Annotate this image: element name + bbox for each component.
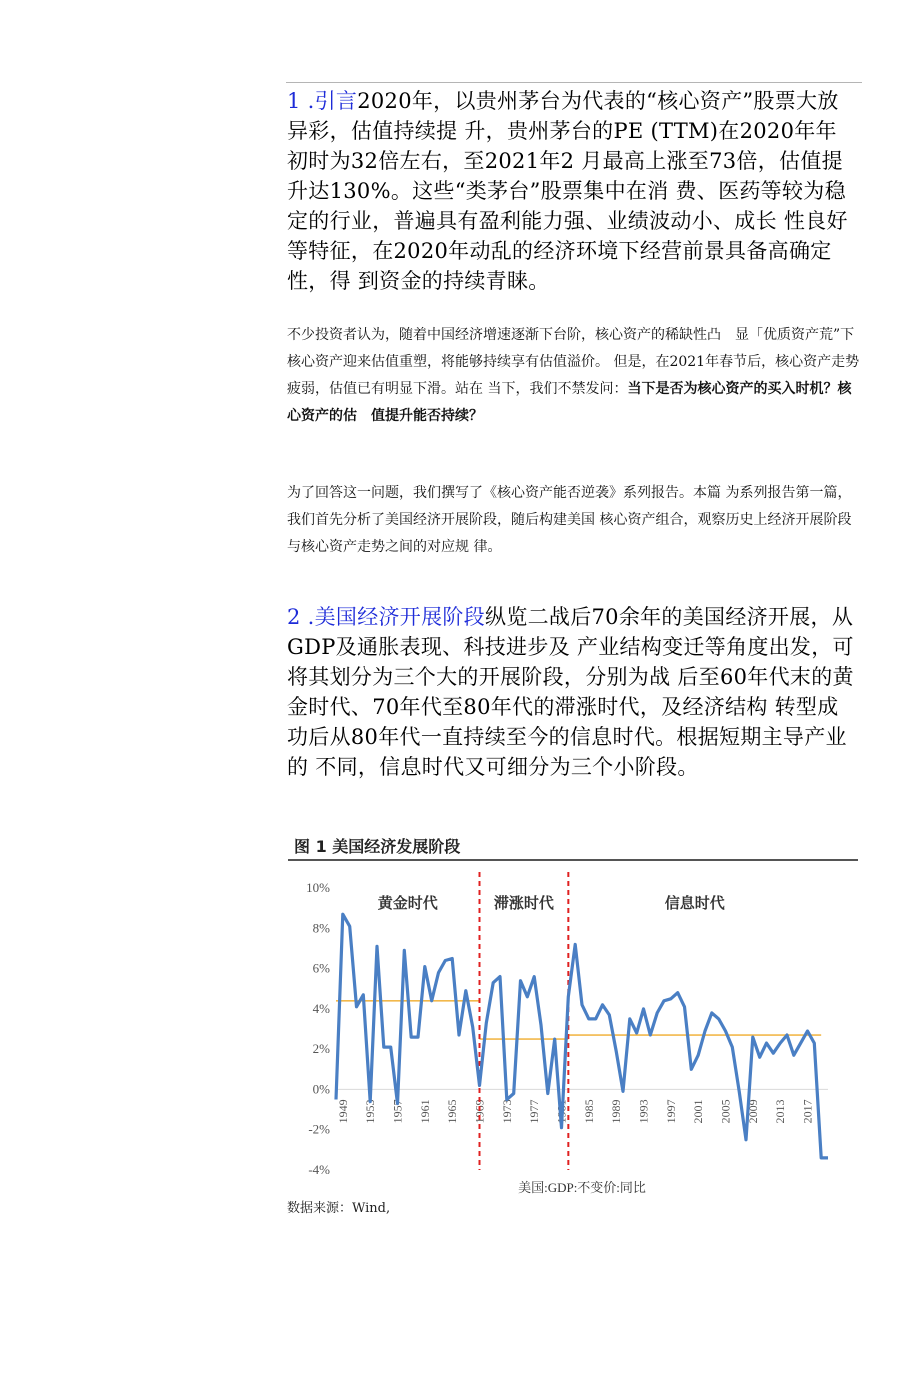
section-us-economy xyxy=(287,602,857,782)
x-tick-label: 1953 xyxy=(363,1099,378,1124)
top-divider xyxy=(286,82,862,83)
x-tick-label: 1989 xyxy=(609,1099,624,1124)
x-tick-label: 2009 xyxy=(745,1099,760,1124)
x-tick-label: 1957 xyxy=(390,1099,405,1124)
section-us-economy-body: 纵览二战后70余年的美国经济开展，从GDP及通胀表现、科技进步及 产业结构变迁等角度出发，可将其划分为三个大的开展阶段，分别为战 后至60年代末的黄金时代、70年代至80年代的滞涨时代，及经济结构 转型成功后从80年代一直持续至今的信息时代。根据短期主导产业的 不同，信息时代又可细分为三个小阶段。 xyxy=(287,605,854,779)
y-tick-label: 10% xyxy=(306,880,330,895)
y-tick-label: 8% xyxy=(312,920,330,936)
y-tick-label: 2% xyxy=(312,1041,330,1057)
x-tick-label: 1973 xyxy=(499,1099,514,1124)
era-label: 滞涨时代 xyxy=(493,894,554,912)
paragraph-investors-question: 当下是否为核心资产的买入时机？核心资产的估 值提升能否持续？ xyxy=(287,381,852,424)
x-tick-label: 1977 xyxy=(527,1099,542,1124)
x-tick-label: 2005 xyxy=(718,1099,733,1124)
x-tick-label: 1961 xyxy=(417,1099,432,1124)
x-tick-label: 1985 xyxy=(581,1099,596,1124)
x-tick-label: 2001 xyxy=(691,1099,706,1124)
figure-title-rule xyxy=(288,859,858,861)
x-axis-label: 美国:GDP:不变价:同比 xyxy=(518,1180,646,1195)
era-label: 信息时代 xyxy=(664,894,725,912)
y-tick-label: 6% xyxy=(312,960,330,976)
x-tick-label: 1969 xyxy=(472,1099,487,1124)
y-tick-label: -4% xyxy=(308,1162,330,1177)
section-intro xyxy=(287,86,857,296)
section-intro-body: 2020年，以贵州茅台为代表的“核心资产”股票大放异彩，估值持续提 升，贵州茅台的PE (TTM)在2020年年初时为32倍左右，至2021年2 月最高上涨至73倍，估值提升达130%。这些“类茅台”股票集中在消 费、医药等较为稳定的行业，普遍具有盈利能力强、业绩波动小、成长 性良好等特征，在2020年动乱的经济环境下经营前景具备高确定性，得 到资金的持续青睐。 xyxy=(287,89,848,293)
y-tick-label: 4% xyxy=(312,1000,330,1016)
gdp-growth-chart xyxy=(288,862,860,1196)
section-intro-heading[interactable]: 1 .引言 xyxy=(287,89,358,113)
x-tick-label: 1949 xyxy=(335,1099,350,1124)
paragraph-report-series-text: 为了回答这一问题，我们撰写了《核心资产能否逆袭》系列报告。本篇 为系列报告第一篇，我们首先分析了美国经济开展阶段，随后构建美国 核心资产组合，观察历史上经济开展阶段与核心资产走势之间的对应规 律。 xyxy=(287,485,852,555)
figure-title: 图 1 美国经济发展阶段 xyxy=(294,837,461,856)
paragraph-investors-text: 不少投资者认为，随着中国经济增速逐渐下台阶，核心资产的稀缺性凸 显「优质资产荒”下核心资产迎来估值重塑，将能够持续享有估值溢价。 但是，在2021年春节后，核心资产走势疲弱，估值已有明显下滑。站在 当下，我们不禁发问： xyxy=(287,327,860,397)
x-tick-label: 1965 xyxy=(445,1099,460,1124)
era-label: 黄金时代 xyxy=(377,894,438,912)
paragraph-report-series xyxy=(287,480,863,561)
x-tick-label: 2013 xyxy=(773,1099,788,1124)
x-tick-label: 1997 xyxy=(663,1099,678,1124)
section-us-economy-heading[interactable]: 2 .美国经济开展阶段 xyxy=(287,605,486,629)
x-tick-label: 1993 xyxy=(636,1099,651,1124)
x-tick-label: 1981 xyxy=(554,1099,569,1124)
y-tick-label: -2% xyxy=(308,1121,330,1137)
paragraph-investors xyxy=(287,322,863,430)
x-tick-label: 2017 xyxy=(800,1099,815,1124)
figure-source: 数据来源：Wind, xyxy=(287,1201,391,1216)
y-tick-label: 0% xyxy=(312,1081,330,1097)
